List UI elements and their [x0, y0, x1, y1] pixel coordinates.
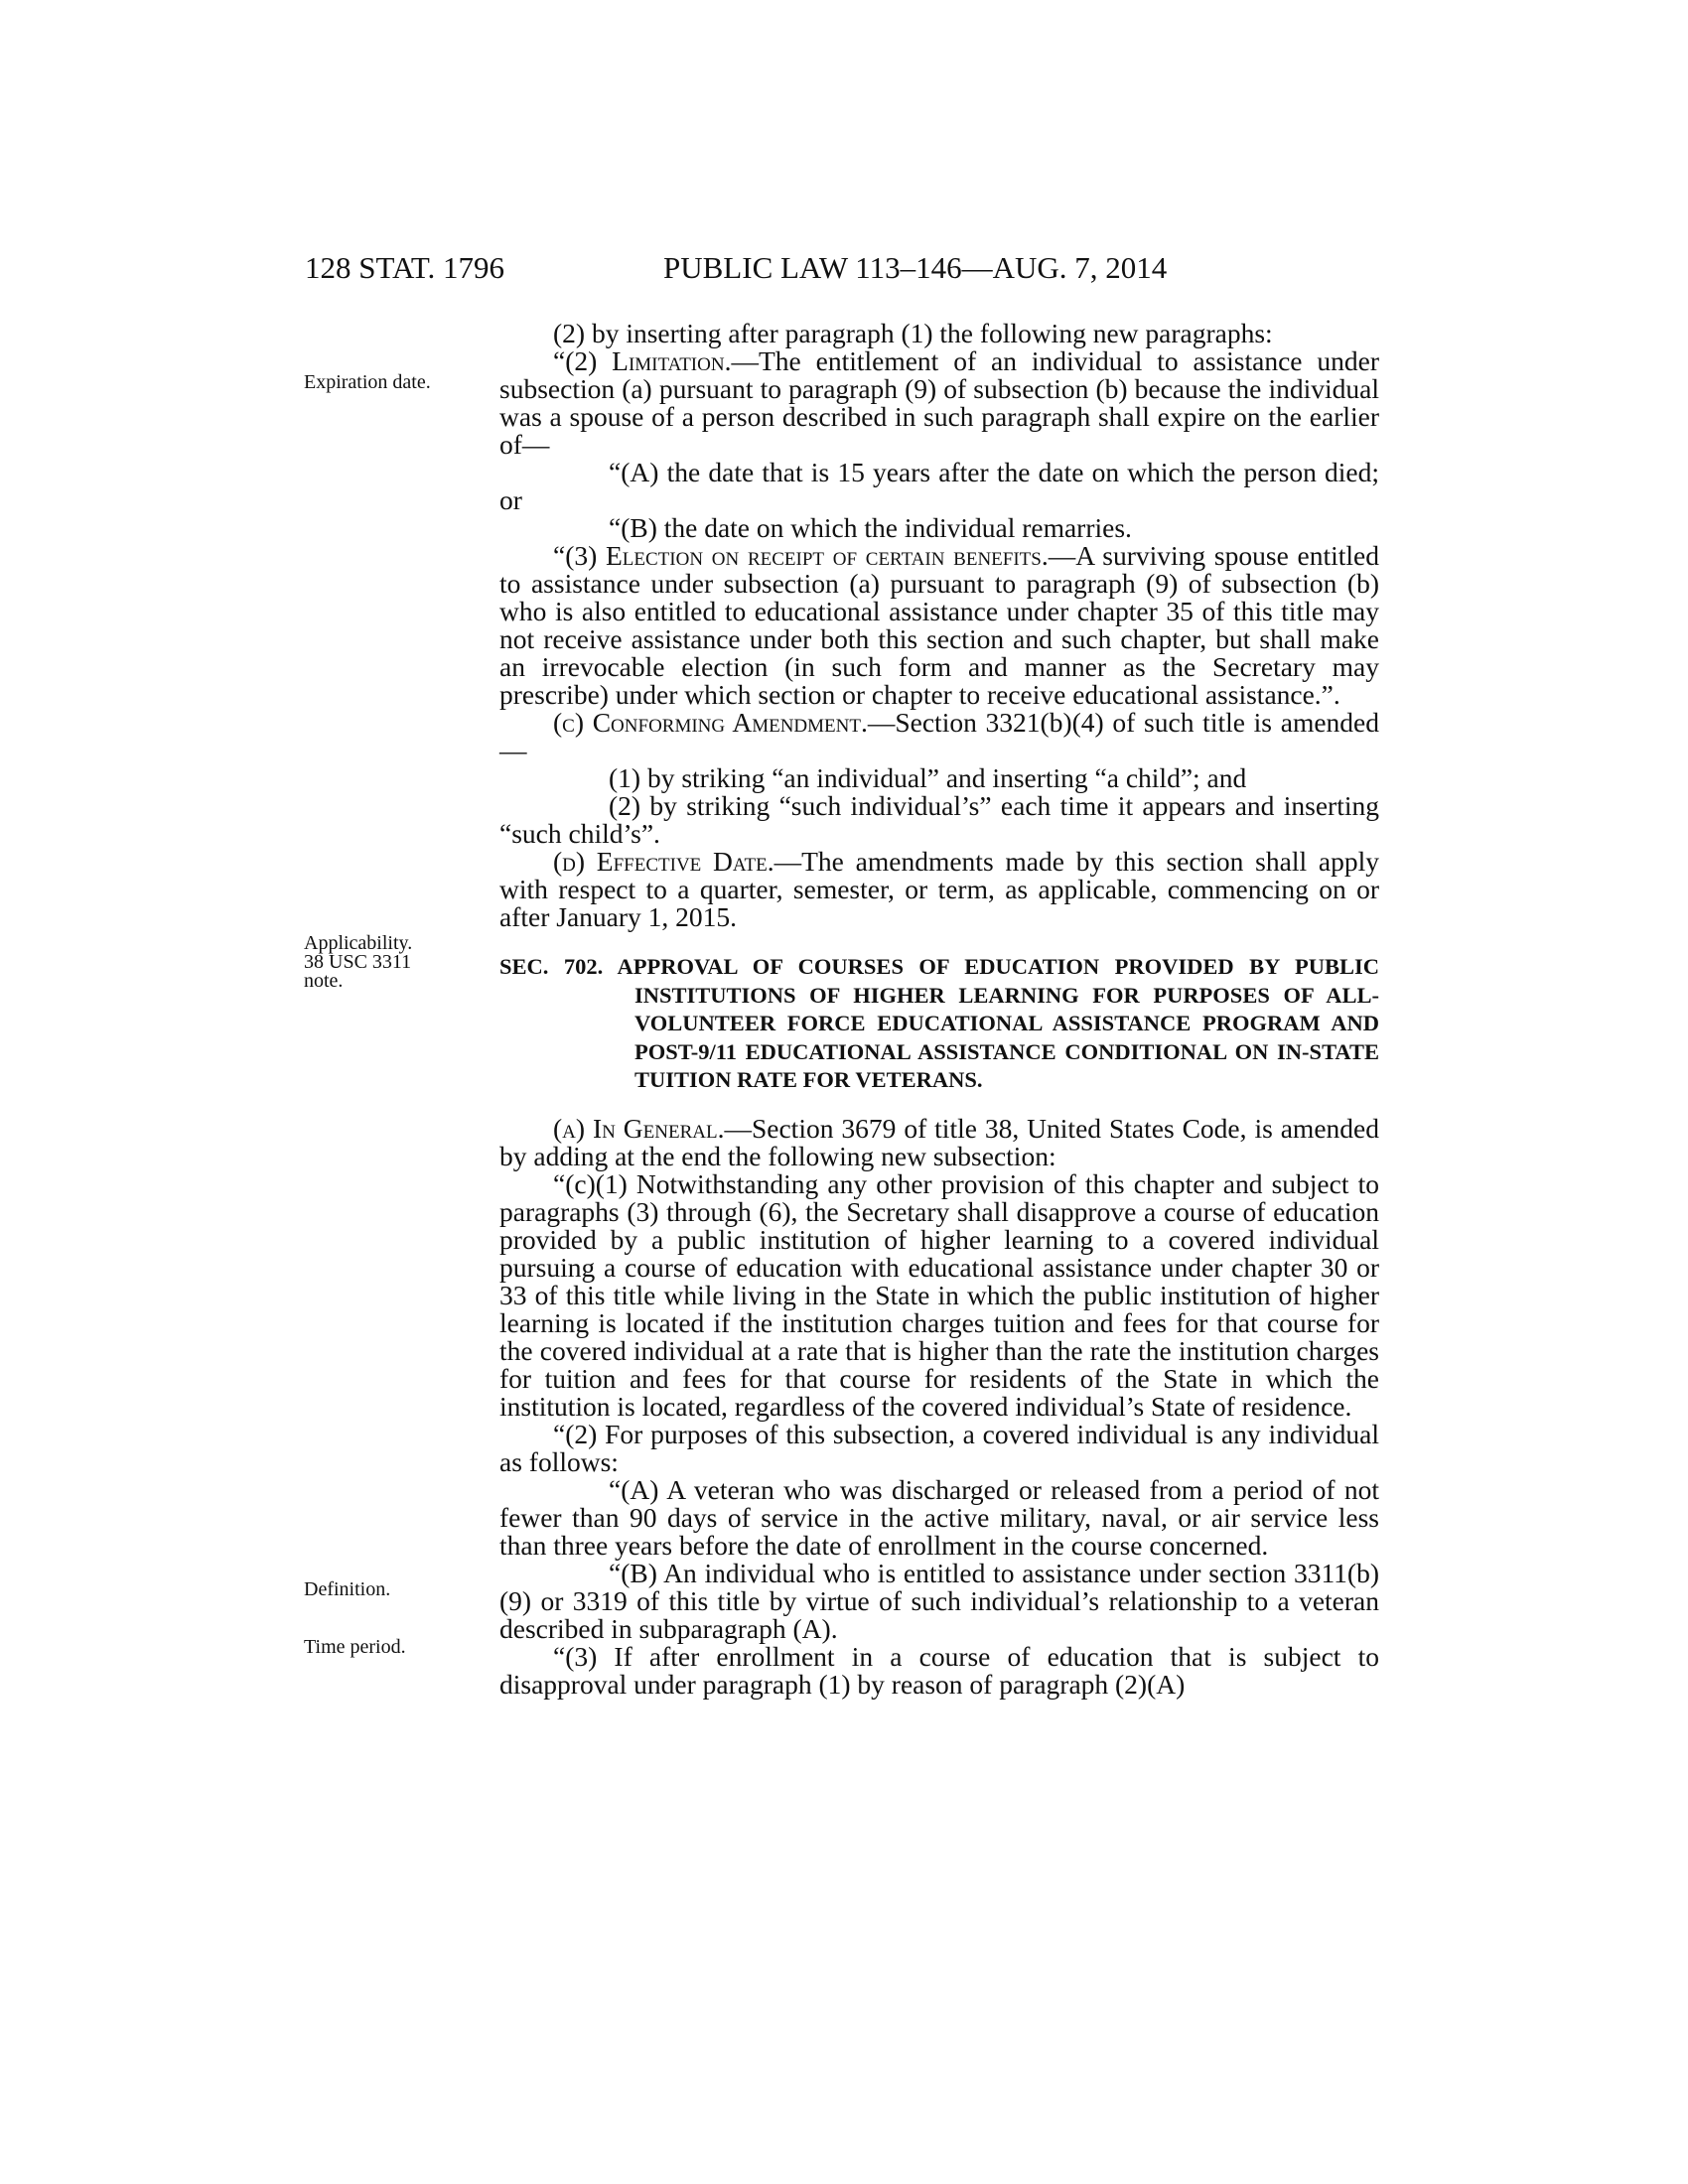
subparagraph: “(A) the date that is 15 years after the date on which the person died; or [499, 457, 1379, 515]
paragraph: “(2) For purposes of this subsection, a covered individual is any individual as follows: [499, 1418, 1379, 1477]
subparagraph: “(B) the date on which the individual remarries. [609, 512, 1132, 543]
paragraph-text: —The amendments made by this section shall apply with respect to a quarter, semester, or term, as applicable, commencing on or after January 1, 2015. [499, 846, 1379, 932]
margin-note-applicability [304, 934, 473, 991]
paragraph-conforming [499, 709, 1379, 764]
paragraph-text: —The entitlement of an individual to assistance under subsection (a) pursuant to paragraph (9) of subsection (b) because the individual was a spouse of a person described in such paragraph shall expire on the earlier of— [499, 345, 1379, 460]
margin-note-expiration: Expiration date. [304, 371, 431, 393]
margin-note-line: 38 USC 3311 [304, 951, 412, 973]
paragraph-in-general [499, 1112, 1379, 1171]
paragraph-heading: (d) Effective Date. [553, 846, 774, 877]
paragraph: “(c)(1) Notwithstanding any other provision of this chapter and subject to paragraphs (3) through (6), the Secretary shall disapprove a course of education provided by a public institution of higher learning to a covered individual pursuing a course of education with educational assistance under chapter 30 or 33 of this title while living in the State in which the public institution of higher learning is located if the institution charges tuition and fees for that course for the covered individual at a rate that is higher than the rate the institution charges for tuition and fees for that course for residents of the State in which the institution is located, regardless of the covered individual’s State of residence. [499, 1167, 1379, 1422]
subparagraph: “(B) An individual who is entitled to assistance under section 3311(b)(9) or 3319 of this title by virtue of such individual’s relationship to a veteran described in subparagraph (A). [499, 1557, 1379, 1644]
section-heading: SEC. 702. APPROVAL OF COURSES OF EDUCATION PROVIDED BY PUBLIC INSTITUTIONS OF HIGHER LEARNING FOR PURPOSES OF ALL-VOLUNTEER FORCE EDUCATIONAL ASSISTANCE PROGRAM AND POST-9/11 EDUCATIONAL ASSISTANCE CONDITIONAL ON IN-STATE TUITION RATE FOR VETERANS. [499, 954, 1379, 1092]
paragraph-heading: “(3) Election on receipt of certain benefits. [553, 540, 1049, 571]
paragraph-text: —Section 3321(b)(4) of such title is amended— [499, 707, 1379, 765]
running-head: PUBLIC LAW 113–146—AUG. 7, 2014 [663, 250, 1168, 285]
margin-note-time-period: Time period. [304, 1636, 406, 1658]
paragraph-heading: (a) In General. [553, 1112, 725, 1144]
paragraph-election [499, 542, 1379, 709]
paragraph-heading: (c) Conforming Amendment. [553, 707, 868, 738]
subparagraph: (1) by striking “an individual” and inserting “a child”; and [609, 762, 1247, 793]
page-number: 128 STAT. 1796 [305, 250, 505, 285]
subparagraph: “(A) A veteran who was discharged or released from a period of not fewer than 90 days of service in the active military, naval, or air service less than three years before the date of enrollment in the course concerned. [499, 1473, 1379, 1561]
paragraph-effective-date [499, 848, 1379, 931]
paragraph-text: —A surviving spouse entitled to assistance under subsection (a) pursuant to paragraph (9) of subsection (b) who is also entitled to educational assistance under chapter 35 of this title may not receive assistance under both this section and such chapter, but shall make an irrevocable election (in such form and manner as the Secretary may prescribe) under which section or chapter to receive educational assistance.”. [499, 540, 1379, 710]
paragraph-limitation [499, 347, 1379, 459]
document-body [499, 320, 1379, 1699]
paragraph-text: —Section 3679 of title 38, United States Code, is amended by adding at the end the following new subsection: [499, 1112, 1379, 1171]
margin-note-definition: Definition. [304, 1578, 391, 1600]
subparagraph: (2) by striking “such individual’s” each time it appears and inserting “such child’s”. [499, 790, 1379, 849]
paragraph-heading: “(2) Limitation. [553, 345, 732, 376]
paragraph: (2) by inserting after paragraph (1) the following new paragraphs: [553, 318, 1273, 348]
margin-note-line: note. [304, 970, 344, 992]
page-header [0, 250, 1688, 290]
paragraph: “(3) If after enrollment in a course of education that is subject to disapproval under paragraph (1) by reason of paragraph (2)(A) [499, 1640, 1379, 1700]
margin-note-line: Applicability. [304, 932, 413, 954]
